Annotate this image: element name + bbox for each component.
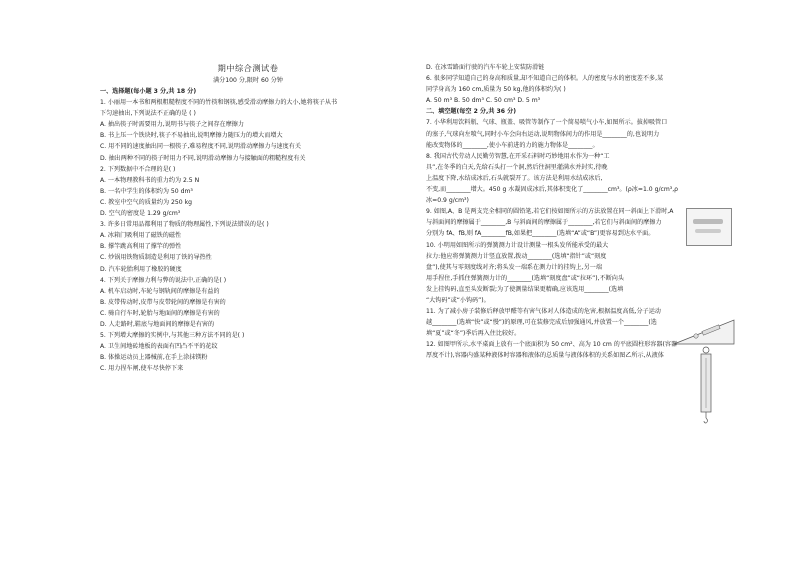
page-subtitle: 满分100 分,限时 60 分钟 [213,77,283,84]
option-text: B. 一名中学生的体积约为 50 dm³ [100,187,193,195]
option-text: A. 50 m³ B. 50 dm³ C. 50 cm³ D. 5 m³ [426,97,541,105]
option-text: D. 汽车轮胎利用了橡胶的硬度 [100,265,182,273]
question-text: 同学身高为 160 cm,质量为 50 kg,他的体积约为( ) [426,86,566,94]
left-column [100,62,396,374]
question-text: 的塞子,气球向左喷气,同时小车会向右运动,说明物体间力的作用是________的,也说明力 [426,130,660,138]
option-text: B. 皮带传动时,皮带与皮带轮间的摩擦是有害的 [100,298,226,306]
question-text: 具”,在冬季的白天,先给石头打一个洞,然后往洞里灌满水并封实,待晚 [426,163,608,171]
page-title: 期中综合测试卷 [217,63,279,73]
question-text: 冰=0.9 g/cm³) [426,197,469,205]
incline-figure [672,316,736,346]
figure-shape [693,219,723,224]
question-text: “大钩码”或“小钩码”)。 [426,296,490,304]
question-text: 9. 如图,A、B 是两支完全相同的圆铅笔,若它们按如图所示的方法放置在同一斜面上下滑时,A [426,208,674,216]
question-text: 用手捏住,手抓住弹簧测力计的________(选填“刻度盘”或“拉环”),不断向头 [426,274,624,282]
question-text: 8. 我国古代劳动人民勤劳智慧,在开采石料时巧妙地用水作为一种“工 [426,152,610,160]
section-heading: 一、选择题(每小题 3 分,共 18 分) [100,88,197,95]
option-text: D. 空气的密度是 1.29 g/cm³ [100,210,181,218]
question-text: 与斜面间的摩擦属于________,B 与斜面间的摩擦属于________,若它们与斜面间的摩擦力 [426,219,662,227]
question-text: 分别为 fA、fB,则 fA________fB,如果把________(选填“A”或“B”)更容易到达水平面。 [426,230,655,238]
option-text: D. 在冰雪路面行驶的汽车车轮上安装防滑链 [426,64,545,71]
question-text: 5. 下列增大摩擦的实例中,与其他三种方法不同的是( ) [100,332,245,340]
question-text: 填“夏”或“冬”)季后再入住比较好。 [426,330,521,338]
option-text: A. 卫生间地砖地板的表面有凹凸不平的花纹 [100,343,218,351]
section-heading: 二、填空题(每空 2 分,共 36 分) [426,108,517,116]
option-text: C. 教室中空气的质量约为 250 kg [100,198,192,206]
ring-shape [703,347,709,353]
question-text: 能改变物体的________,使小车前进的力的施力物体是________。 [426,141,599,149]
stone-photo-figure [686,208,732,246]
question-text: 发上挂钩码,直至头发断裂;为了使测量结果更精确,应该选用________(选填 [426,285,624,293]
question-text: 上温度下降,水结成冰后,石头就裂开了。该方法是利用水结成冰后, [426,174,603,182]
option-text: A. 冰箱门吸利用了磁铁的磁性 [100,232,182,240]
question-text: 4. 下列关于摩擦力利与弊的说法中,正确的是( ) [100,276,227,284]
figure-shape [695,229,721,233]
question-text: 下匀速抽出,下列说法不正确的是 ( ) [100,110,196,118]
option-text: C. 炒锅用铁物质制造是利用了铁的导热性 [100,254,212,262]
question-text: 越________(选填“快”或“慢”)的原理,可在装修完成后加强通风,并放置一个________(选 [426,319,657,327]
option-text: C. 骑自行车时,轮胎与地面间的摩擦是有害的 [100,309,220,317]
option-text: D. 抽出两种不同的筷子时用力不同,说明滑动摩擦力与接触面的粗糙程度有关 [100,154,306,162]
spring-scale-figure [698,346,714,424]
question-text: 厚度不计),容器内盛某种液体时容器和液体的总质量与液体体积的关系如图乙所示,从液体 [426,352,664,360]
question-text: 10. 小明用如图所示的弹簧测力计设计测量一根头发所能承受的最大 [426,241,609,249]
option-text: B. 撑竿跳高利用了撑竿的弹性 [100,243,182,251]
question-text: 不变,而________增大。450 g 水凝固成冰后,其体积变化了________cm³。(ρ冰=1.0 g/cm³,ρ [426,186,679,194]
question-text: 2. 下列数据中不合理的是( ) [100,165,176,173]
question-text: 1. 小丽用一本书和两根粗糙程度不同的竹筷和钢筷,感受滑动摩擦力的大小,她将筷子从书 [100,99,338,107]
question-text: 7. 小华利用饮料瓶、气球、瓶盖、吸管等制作了一个简易喷气小车,如图所示。拔掉吸管口 [426,119,668,127]
question-text: 盘”),使其与零刻度线对齐;将头发一端系在测力计的挂钩上,另一端 [426,263,602,271]
option-text: A. 一本物理教科书的重力约为 2.5 N [100,176,200,184]
question-text: 3. 许多日常用品都利用了物质的物理属性,下列说法错误的是( ) [100,221,269,229]
option-text: B. 体操运动员上器械前,在手上涂抹镁粉 [100,354,208,362]
question-text: 12. 如图甲所示,水平桌面上放有一个底面积为 50 cm²、高为 10 cm 的平底圆柱形容器(容器 [426,341,678,349]
option-text: A. 抽出筷子时需要用力,说明书与筷子之间存在摩擦力 [100,121,244,129]
option-text: A. 机车启动时,车轮与钢轨间的摩擦是有益的 [100,287,220,295]
question-text: 6. 很多同学知道自己的身高和质量,却不知道自己的体积。人的密度与水的密度差不多,某 [426,75,664,83]
option-text: C. 用力捏车闸,使车尽快停下来 [100,365,184,373]
option-text: C. 用不同的速度抽出同一根筷子,难易程度不同,说明滑动摩擦力与速度有关 [100,143,301,151]
option-text: B. 书上压一个铁块时,筷子不易抽出,说明摩擦力随压力的增大而增大 [100,132,283,140]
pencil-shape [694,334,698,338]
option-text: D. 人走路时,鞋底与地面间的摩擦是有害的 [100,320,215,328]
hook-shape [704,418,708,423]
question-text: 拉力:他应将弹簧测力计竖直放置,拨动________(选填“指针”或“刻度 [426,252,607,260]
question-text: 11. 为了减小房子装修后释放甲醛等有害气体对人体造成的危害,根据温度高低,分子运动 [426,308,661,316]
